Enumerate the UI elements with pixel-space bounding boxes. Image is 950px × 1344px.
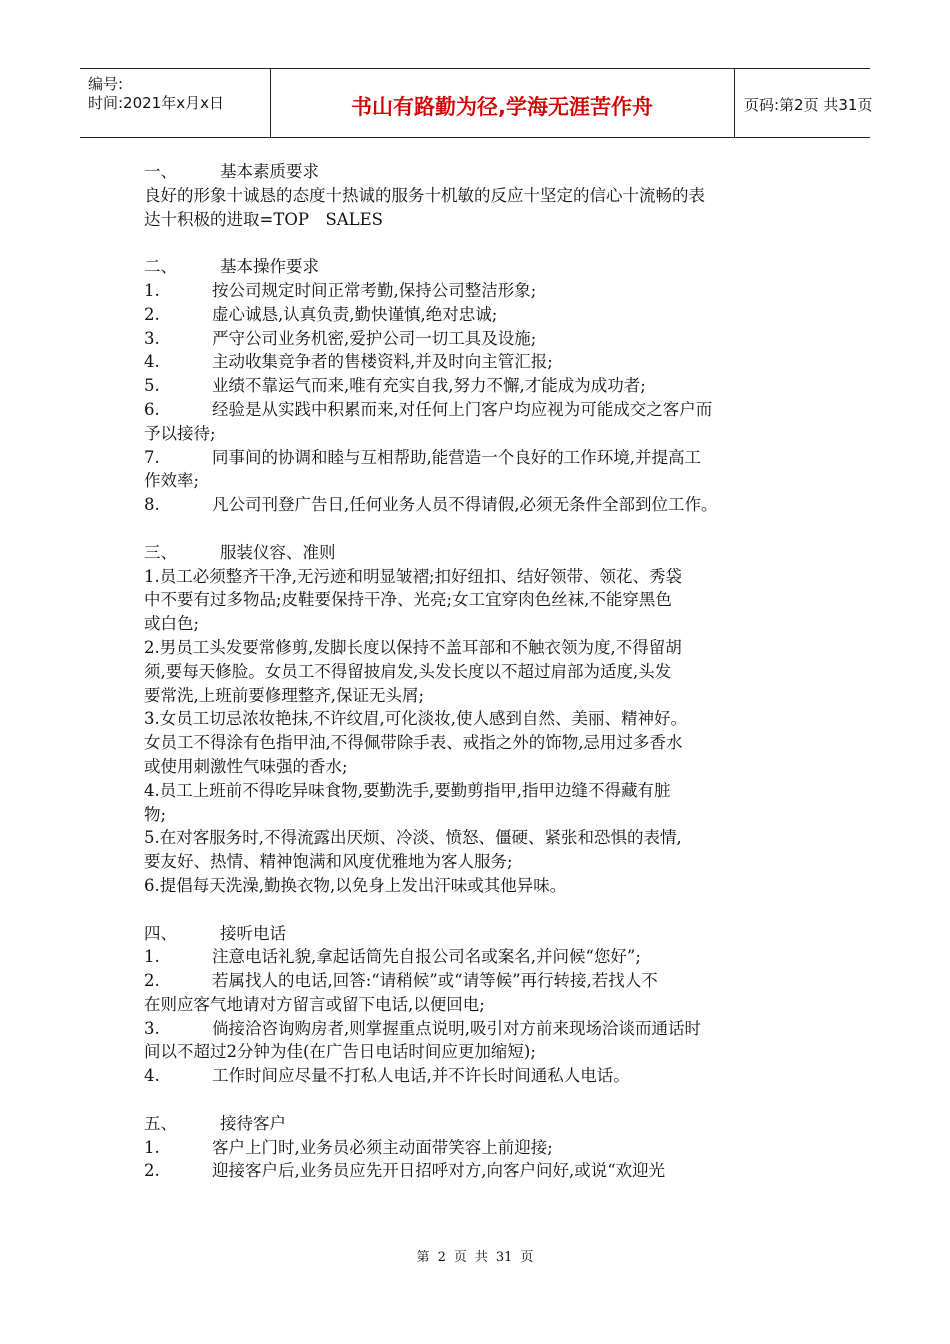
list-item-line xyxy=(144,208,804,232)
list-item-text: 间以不超过2分钟为佳(在广告日电话时间应更加缩短); xyxy=(144,1042,536,1062)
section-number: 五、 xyxy=(144,1113,177,1133)
list-item-number: 2. xyxy=(144,304,160,324)
header-motto-cell xyxy=(270,69,735,137)
list-item-text: 经验是从实践中积累而来,对任何上门客户均应视为可能成交之客户而 xyxy=(212,399,713,419)
list-item-text: 严守公司业务机密,爱护公司一切工具及设施; xyxy=(212,328,537,348)
list-item-line xyxy=(144,826,804,850)
list-item-text: 倘接洽咨询购房者,则掌握重点说明,吸引对方前来现场洽谈而通话时 xyxy=(212,1018,701,1038)
list-item-text: 中不要有过多物品;皮鞋要保持干净、光亮;女工宜穿肉色丝袜,不能穿黑色 xyxy=(144,590,672,610)
list-item-text: 工作时间应尽量不打私人电话,并不许长时间通私人电话。 xyxy=(212,1066,630,1086)
section xyxy=(144,255,804,517)
list-item-line xyxy=(144,1040,804,1064)
list-item-number: 3. xyxy=(144,1018,160,1038)
list-item-text: 须,要每天修脸。女员工不得留披肩发,头发长度以不超过肩部为适度,头发 xyxy=(144,661,672,681)
list-item-number: 5. xyxy=(144,376,160,396)
list-item-number: 2. xyxy=(144,1161,160,1181)
list-item-number: 2. xyxy=(144,971,160,991)
list-item-number: 8. xyxy=(144,495,160,515)
header-motto: 书山有路勤为径,学海无涯苦作舟 xyxy=(351,95,653,119)
header-page-cell xyxy=(734,69,873,137)
list-item-text: 注意电话礼貌,拿起话筒先自报公司名或案名,并问候“您好”; xyxy=(212,947,641,967)
list-item-text: 女员工不得涂有色指甲油,不得佩带除手表、戒指之外的饰物,忌用过多香水 xyxy=(144,733,683,753)
list-item-line xyxy=(144,1136,804,1160)
list-item-text: 予以接待; xyxy=(144,423,216,443)
section-number: 三、 xyxy=(144,542,177,562)
list-item-line xyxy=(144,945,804,969)
list-item-text: 5.在对客服务时,不得流露出厌烦、冷淡、愤怒、僵硬、紧张和恐惧的表情, xyxy=(144,828,682,848)
list-item-text: 达十积极的进取=TOP SALES xyxy=(144,209,383,229)
section xyxy=(144,922,804,1089)
list-item-text: 业绩不靠运气而来,唯有充实自我,努力不懈,才能成为成功者; xyxy=(212,376,646,396)
section-number: 四、 xyxy=(144,923,177,943)
list-item-text: 2.男员工头发要常修剪,发脚长度以保持不盖耳部和不触衣领为度,不得留胡 xyxy=(144,637,682,657)
list-item-text: 1.员工必须整齐干净,无污迹和明显皱褶;扣好纽扣、结好领带、领花、秀袋 xyxy=(144,566,683,586)
list-item-line xyxy=(144,1064,804,1088)
list-item-number: 4. xyxy=(144,352,160,372)
list-item-line xyxy=(144,374,804,398)
footer-total-pages: 31 xyxy=(495,1250,513,1265)
list-item-line xyxy=(144,850,804,874)
section-heading xyxy=(144,255,804,279)
list-item-number: 7. xyxy=(144,447,160,467)
list-item-text: 或使用刺激性气味强的香水; xyxy=(144,756,348,776)
list-item-text: 3.女员工切忌浓妆艳抹,不许纹眉,可化淡妆,使人感到自然、美丽、精神好。 xyxy=(144,709,687,729)
section-heading xyxy=(144,922,804,946)
list-item-text: 良好的形象十诚恳的态度十热诚的服务十机敏的反应十坚定的信心十流畅的表 xyxy=(144,185,705,205)
list-item-line xyxy=(144,993,804,1017)
list-item-line xyxy=(144,1159,804,1183)
list-item-line xyxy=(144,803,804,827)
section xyxy=(144,1112,804,1183)
list-item-text: 客户上门时,业务员必须主动面带笑容上前迎接; xyxy=(212,1137,553,1157)
document-date: 时间:2021年x月x日 xyxy=(88,94,224,112)
list-item-line xyxy=(144,422,804,446)
list-item-line xyxy=(144,184,804,208)
list-item-line xyxy=(144,874,804,898)
section-title: 基本素质要求 xyxy=(220,162,319,181)
section xyxy=(144,541,804,898)
list-item-text: 要友好、热情、精神饱满和风度优雅地为客人服务; xyxy=(144,852,513,872)
list-item-number: 6. xyxy=(144,399,160,419)
list-item-text: 物; xyxy=(144,804,167,824)
list-item-line xyxy=(144,279,804,303)
list-item-text: 6.提倡每天洗澡,勤换衣物,以免身上发出汗味或其他异味。 xyxy=(144,875,567,895)
list-item-line xyxy=(144,350,804,374)
section-number: 一、 xyxy=(144,162,177,181)
list-item-line xyxy=(144,565,804,589)
list-item-line xyxy=(144,1017,804,1041)
page-footer xyxy=(0,1246,950,1265)
list-item-line xyxy=(144,446,804,470)
list-item-text: 或白色; xyxy=(144,614,200,634)
footer-current-page: 2 xyxy=(437,1250,446,1265)
list-item-line xyxy=(144,969,804,993)
list-item-text: 若属找人的电话,回答:“请稍候”或“请等候”再行转接,若找人不 xyxy=(212,971,658,991)
document-body xyxy=(144,160,804,1207)
list-item-line xyxy=(144,469,804,493)
list-item-line xyxy=(144,755,804,779)
list-item-line xyxy=(144,779,804,803)
list-item-text: 在则应客气地请对方留言或留下电话,以便回电; xyxy=(144,994,485,1014)
section-title: 服装仪容、准则 xyxy=(220,542,336,562)
list-item-text: 4.员工上班前不得吃异味食物,要勤洗手,要勤剪指甲,指甲边缝不得藏有脏 xyxy=(144,780,671,800)
section-heading xyxy=(144,541,804,565)
list-item-text: 迎接客户后,业务员应先开日招呼对方,向客户问好,或说“欢迎光 xyxy=(212,1161,666,1181)
footer-part: 共 xyxy=(474,1250,488,1265)
list-item-line xyxy=(144,493,804,517)
section-title: 接待客户 xyxy=(220,1113,286,1133)
section xyxy=(144,160,804,231)
list-item-line xyxy=(144,660,804,684)
footer-part: 第 xyxy=(416,1250,430,1265)
document-code-label: 编号: xyxy=(88,75,124,93)
list-item-text: 虚心诚恳,认真负责,勤快谨慎,绝对忠诚; xyxy=(212,304,498,324)
list-item-line xyxy=(144,303,804,327)
list-item-line xyxy=(144,707,804,731)
header-info-cell xyxy=(80,69,271,137)
header-page-info: 页码:第2页 共31页 xyxy=(744,96,873,114)
list-item-text: 作效率; xyxy=(144,471,200,491)
list-item-text: 凡公司刊登广告日,任何业务人员不得请假,必须无条件全部到位工作。 xyxy=(212,495,718,515)
footer-part: 页 xyxy=(520,1250,534,1265)
section-heading xyxy=(144,160,804,184)
section-number: 二、 xyxy=(144,257,177,277)
list-item-line xyxy=(144,684,804,708)
list-item-line xyxy=(144,398,804,422)
list-item-text: 同事间的协调和睦与互相帮助,能营造一个良好的工作环境,并提高工 xyxy=(212,447,701,467)
list-item-text: 要常洗,上班前要修理整齐,保证无头屑; xyxy=(144,685,425,705)
list-item-number: 1. xyxy=(144,280,160,300)
section-title: 基本操作要求 xyxy=(220,257,319,277)
list-item-number: 1. xyxy=(144,947,160,967)
list-item-text: 主动收集竞争者的售楼资料,并及时向主管汇报; xyxy=(212,352,553,372)
list-item-number: 4. xyxy=(144,1066,160,1086)
list-item-text: 按公司规定时间正常考勤,保持公司整洁形象; xyxy=(212,280,537,300)
list-item-line xyxy=(144,588,804,612)
page-header xyxy=(80,68,873,138)
footer-part: 页 xyxy=(453,1250,467,1265)
section-title: 接听电话 xyxy=(220,923,286,943)
list-item-number: 3. xyxy=(144,328,160,348)
list-item-line xyxy=(144,636,804,660)
section-heading xyxy=(144,1112,804,1136)
list-item-line xyxy=(144,612,804,636)
list-item-line xyxy=(144,327,804,351)
list-item-number: 1. xyxy=(144,1137,160,1157)
list-item-line xyxy=(144,731,804,755)
